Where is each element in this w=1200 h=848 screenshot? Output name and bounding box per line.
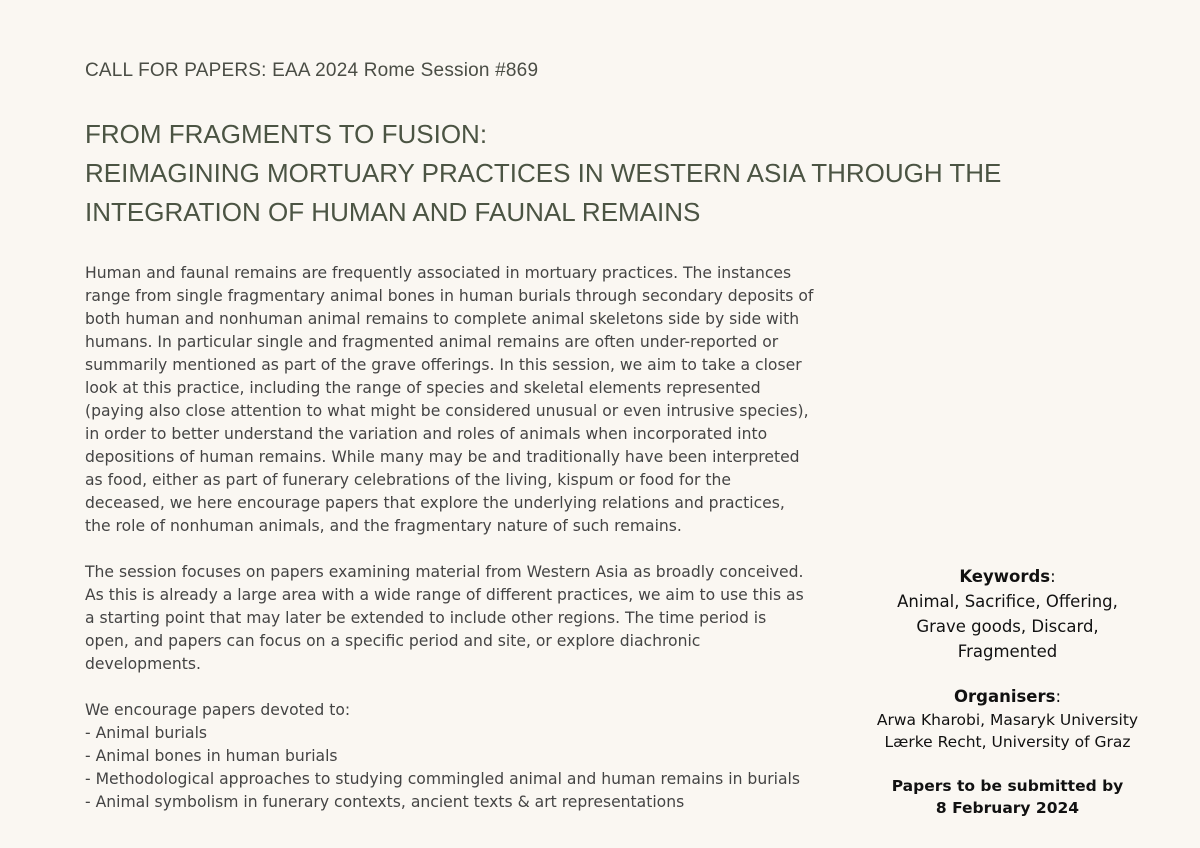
list-item: - Animal burials — [85, 724, 208, 742]
organiser: Arwa Kharobi, Masaryk University — [876, 711, 1139, 729]
keywords-heading: Keywords: — [959, 567, 1056, 586]
list-item: - Animal symbolism in funerary contexts, ancient texts & art representations — [85, 793, 685, 811]
abstract-paragraph: Human and faunal remains are frequently associated in mortuary practices. The instances range from single fragmentary animal bones in human burials through secondary deposits of both human and nonhuman animal remains to complete animal skeletons side by side with humans. In particular single and fragmented animal remains are often under-reported or summarily mentioned as part of the grave offerings. In this session, we aim to take a closer look at this practice, including the range of species and skeletal elements represented (paying also close attention to what might be considered unusual or even intrusive species), in order to better understand the variation and roles of animals when incorporated into depositions of human remains. While many may be and traditionally have been interpreted as food, either as part of funerary celebrations of the living, kispum or food for the deceased, we here encourage papers that explore the underlying relations and practices, the role of nonhuman animals, and the fragmentary nature of such remains. — [85, 264, 814, 535]
title-line: FROM FRAGMENTS TO FUSION: — [85, 119, 488, 149]
organiser: Lærke Recht, University of Graz — [884, 733, 1131, 751]
organisers-block — [860, 685, 1155, 753]
list-item: - Animal bones in human burials — [85, 747, 338, 765]
title-line: REIMAGINING MORTUARY PRACTICES IN WESTERN ASIA THROUGH THE — [85, 158, 1002, 188]
submission-deadline — [860, 775, 1155, 819]
title-line: INTEGRATION OF HUMAN AND FAUNAL REMAINS — [85, 197, 701, 227]
scope-paragraph: The session focuses on papers examining material from Western Asia as broadly conceived. As this is already a large area with a wide range of different practices, we aim to use this as a starting point that may later be extended to include other regions. The time period is open, and papers can focus on a specific period and site, or explore diachronic developments. — [85, 563, 804, 673]
session-eyebrow: CALL FOR PAPERS: EAA 2024 Rome Session #869 — [85, 60, 539, 81]
list-item: - Methodological approaches to studying commingled animal and human remains in burials — [85, 770, 800, 788]
deadline-label: Papers to be submitted by — [891, 777, 1124, 795]
info-sidebar — [860, 565, 1155, 819]
organisers-heading: Organisers: — [953, 687, 1062, 706]
topics-list — [85, 722, 815, 814]
abstract-body — [85, 262, 815, 814]
organisers-label: Organisers — [953, 687, 1056, 706]
page-title — [85, 115, 1135, 232]
keywords-label: Keywords — [959, 567, 1051, 586]
keywords-list: Animal, Sacrifice, Offering, Grave goods, Discard, Fragmented — [897, 592, 1118, 661]
topics-intro: We encourage papers devoted to: — [85, 701, 351, 719]
deadline-date: 8 February 2024 — [935, 799, 1080, 817]
